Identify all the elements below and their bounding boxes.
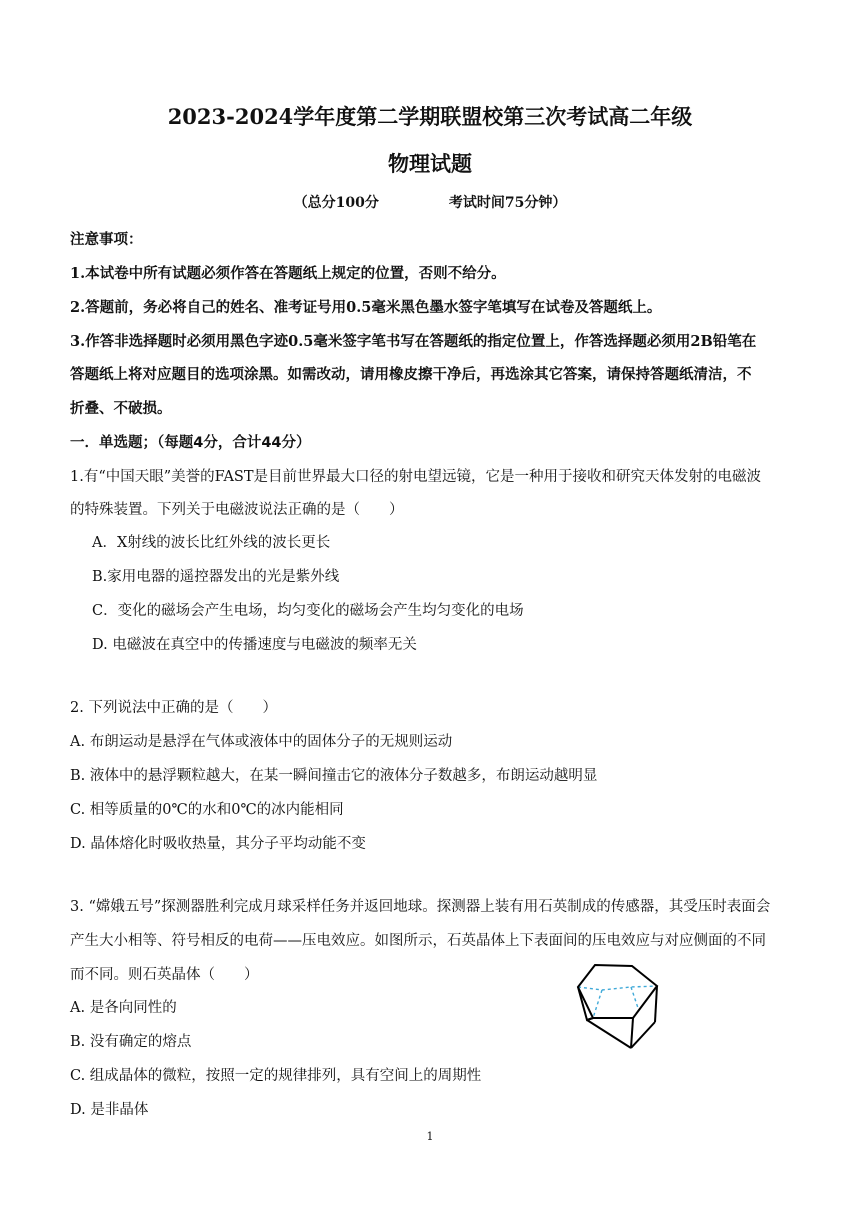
question-3-option-b: B. 没有确定的熔点 xyxy=(70,1034,192,1050)
question-1-option-d: D. 电磁波在真空中的传播速度与电磁波的频率无关 xyxy=(92,637,417,653)
side-edge xyxy=(587,1020,631,1048)
question-2-stem: 2. 下列说法中正确的是（ ） xyxy=(70,700,277,716)
note-item: 折叠、不破损。 xyxy=(70,400,172,417)
side-edge xyxy=(587,1018,593,1020)
question-2-option-a: A. 布朗运动是悬浮在气体或液体中的固体分子的无规则运动 xyxy=(70,734,453,750)
question-3-option-a: A. 是各向同性的 xyxy=(70,1000,177,1016)
question-3-stem: 而不同。则石英晶体（ ） xyxy=(70,967,259,983)
hidden-edge xyxy=(631,987,639,1011)
hidden-edges xyxy=(578,986,657,990)
question-1-option-a: A．X射线的波长比红外线的波长更长 xyxy=(92,535,331,551)
exam-meta xyxy=(0,192,860,212)
question-1-stem: 的特殊装置。下列关于电磁波说法正确的是（ ） xyxy=(70,502,404,518)
note-item: 2.答题前，务必将自己的姓名、准考证号用0.5毫米黑色墨水签字笔填写在试卷及答题纸上。 xyxy=(70,299,662,316)
note-item: 1.本试卷中所有试题必须作答在答题纸上规定的位置，否则不给分。 xyxy=(70,265,506,282)
exam-time: 考试时间75分钟） xyxy=(448,195,567,211)
total-score: （总分100分 xyxy=(293,195,379,211)
question-2-option-b: B. 液体中的悬浮颗粒越大，在某一瞬间撞击它的液体分子数越多，布朗运动越明显 xyxy=(70,768,598,784)
question-2-option-c: C. 相等质量的0℃的水和0℃的冰内能相同 xyxy=(70,802,344,818)
note-item: 答题纸上将对应题目的选项涂黑。如需改动，请用橡皮擦干净后，再选涂其它答案，请保持答题纸清洁，不 xyxy=(70,366,752,383)
subject-title: 物理试题 xyxy=(388,151,472,176)
question-1-option-c: C．变化的磁场会产生电场，均匀变化的磁场会产生均匀变化的电场 xyxy=(92,603,524,619)
section-heading: 一．单选题；（每题4分，合计44分） xyxy=(70,435,311,451)
question-1-stem: 1.有“中国天眼”美誉的FAST是目前世界最大口径的射电望远镜，它是一种用于接收和研究天体发射的电磁波 xyxy=(70,469,762,485)
quartz-crystal-figure xyxy=(572,960,664,1052)
hidden-edge xyxy=(593,990,602,1018)
note-item: 3.作答非选择题时必须用黑色字迹0.5毫米签字笔书写在答题纸的指定位置上，作答选择题必须用2B铅笔在 xyxy=(70,333,757,350)
side-edge xyxy=(631,1022,655,1048)
side-edge xyxy=(655,986,657,1022)
question-2-option-d: D. 晶体熔化时吸收热量，其分子平均动能不变 xyxy=(70,836,366,852)
page-number: 1 xyxy=(426,1130,434,1143)
question-1-option-b: B.家用电器的遥控器发出的光是紫外线 xyxy=(92,569,340,585)
exam-title: 2023-2024学年度第二学期联盟校第三次考试高二年级 xyxy=(167,104,693,129)
notes-heading: 注意事项： xyxy=(70,231,143,248)
top-face xyxy=(578,965,657,1018)
question-3-option-d: D. 是非晶体 xyxy=(70,1102,149,1118)
question-3-stem: 产生大小相等、符号相反的电荷——压电效应。如图所示，石英晶体上下表面间的压电效应与对应侧面的不同 xyxy=(70,933,766,949)
question-3-stem: 3. “嫦娥五号”探测器胜利完成月球采样任务并返回地球。探测器上装有用石英制成的传感器，其受压时表面会 xyxy=(70,899,771,915)
question-3-option-c: C. 组成晶体的微粒，按照一定的规律排列，具有空间上的周期性 xyxy=(70,1068,482,1084)
side-edge xyxy=(631,1018,633,1048)
